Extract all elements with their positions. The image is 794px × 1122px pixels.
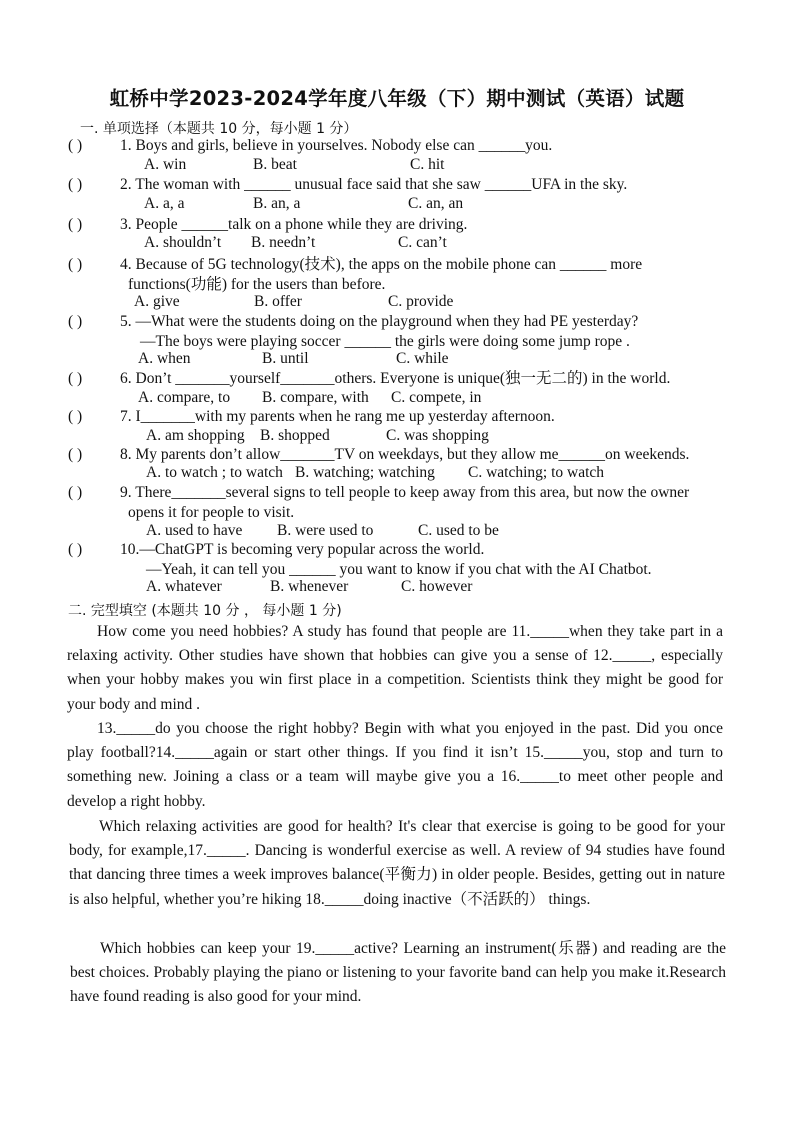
answer-bracket: ( ) (68, 446, 83, 463)
option-a: A. used to have (146, 522, 243, 539)
question-4 (68, 255, 788, 294)
option-c: C. used to be (418, 522, 499, 539)
question-stem: 2. The woman with ______ unusual face said that she saw ______UFA in the sky. (120, 176, 628, 193)
option-b: B. whenever (270, 578, 349, 595)
option-b: B. beat (253, 156, 297, 173)
answer-bracket: ( ) (68, 256, 83, 273)
answer-bracket: ( ) (68, 137, 83, 154)
answer-bracket: ( ) (68, 370, 83, 387)
question-7 (68, 407, 788, 427)
option-b: B. shopped (260, 427, 330, 444)
cloze-paragraph-3 (69, 815, 725, 912)
question-5 (68, 312, 788, 351)
option-a: A. compare, to (138, 389, 231, 406)
option-c: C. compete, in (391, 389, 482, 406)
option-b: B. an, a (253, 195, 301, 212)
question-stem-continued: functions(功能) for the users than before. (128, 275, 386, 293)
question-stem-continued: —Yeah, it can tell you ______ you want to know if you chat with the AI Chatbot. (146, 560, 652, 578)
question-stem-continued: —The boys were playing soccer ______ the girls were doing some jump rope . (140, 332, 630, 350)
option-c: C. hit (410, 156, 445, 173)
option-a: A. shouldn’t (144, 234, 222, 251)
question-stem: 4. Because of 5G technology(技术), the apps on the mobile phone can ______ more (120, 256, 643, 273)
option-b: B. offer (254, 293, 302, 310)
cloze-paragraph-2 (67, 717, 723, 814)
question-8 (68, 445, 788, 465)
answer-bracket: ( ) (68, 313, 83, 330)
question-stem: 5. —What were the students doing on the playground when they had PE yesterday? (120, 313, 639, 330)
question-stem: 3. People ______talk on a phone while they are driving. (120, 216, 468, 233)
question-stem: 1. Boys and girls, believe in yourselves. Nobody else can ______you. (120, 137, 553, 154)
option-c: C. can’t (398, 234, 447, 251)
option-b: B. watching; watching (295, 464, 435, 481)
option-a: A. am shopping (146, 427, 245, 444)
option-c: C. while (396, 350, 449, 367)
option-b: B. were used to (277, 522, 374, 539)
question-stem: 6. Don’t _______yourself_______others. Everyone is unique(独一无二的) in the world. (120, 370, 671, 387)
question-stem: 7. I_______with my parents when he rang me up yesterday afternoon. (120, 408, 555, 425)
question-2 (68, 175, 788, 195)
option-c: C. watching; to watch (468, 464, 605, 481)
answer-bracket: ( ) (68, 408, 83, 425)
option-a: A. to watch ; to watch (146, 464, 283, 481)
paragraph-text: Which hobbies can keep your 19._____active? Learning an instrument(乐器) and reading are the best choices. Probably playing the piano or listening to your favorite band can help you make it.Research have found reading is also good for your mind. (70, 940, 726, 1006)
question-1 (68, 136, 788, 156)
question-6 (68, 369, 788, 389)
section-1-heading: 一. 单项选择（本题共 10 分，每小题 1 分） (80, 121, 358, 137)
answer-bracket: ( ) (68, 484, 83, 501)
exam-title: 虹桥中学2023-2024学年度八年级（下）期中测试（英语）试题 (109, 87, 685, 110)
option-a: A. give (134, 293, 180, 310)
option-b: B. compare, with (262, 389, 369, 406)
question-3 (68, 215, 788, 235)
answer-bracket: ( ) (68, 541, 83, 558)
option-c: C. was shopping (386, 427, 489, 444)
question-9 (68, 483, 788, 522)
question-stem: 10.—ChatGPT is becoming very popular across the world. (120, 541, 485, 558)
paragraph-text: Which relaxing activities are good for health? It's clear that exercise is going to be good for your body, for example,17._____. Dancing is wonderful exercise as well. A review of 94 studies have found that dancing three times a week improves balance(平衡力) in older people. Besides, getting out in nature is also helpful, whether you’re hiking 18._____doing inactive（不活跃的） things. (69, 818, 725, 908)
question-10 (68, 540, 788, 579)
cloze-paragraph-1 (67, 620, 723, 717)
option-a: A. a, a (144, 195, 185, 212)
option-a: A. when (138, 350, 191, 367)
option-c: C. however (401, 578, 473, 595)
question-stem: 9. There_______several signs to tell people to keep away from this area, but now the owner (120, 484, 690, 501)
answer-bracket: ( ) (68, 216, 83, 233)
option-b: B. until (262, 350, 309, 367)
option-c: C. provide (388, 293, 454, 310)
answer-bracket: ( ) (68, 176, 83, 193)
option-c: C. an, an (408, 195, 464, 212)
paragraph-text: How come you need hobbies? A study has found that people are 11._____when they take part in a relaxing activity. Other studies have shown that hobbies can give you a sense of 12._____, especially when your hobby makes you win first place in a competition. Scientists think they might be good for your body and mind . (67, 623, 723, 713)
section-2-heading: 二. 完型填空 (本题共 10 分 ， 每小题 1 分) (68, 603, 342, 619)
question-stem: 8. My parents don’t allow_______TV on weekdays, but they allow me______on weekends. (120, 446, 690, 463)
cloze-paragraph-4 (70, 937, 726, 1010)
option-b: B. needn’t (251, 234, 316, 251)
question-stem-continued: opens it for people to visit. (128, 503, 295, 521)
option-a: A. whatever (146, 578, 222, 595)
option-a: A. win (144, 156, 187, 173)
paragraph-text: 13._____do you choose the right hobby? Begin with what you enjoyed in the past. Did you once play football?14._____again or start other things. If you find it isn’t 15._____you, stop and turn to something new. Joining a class or a team will maybe give you a 16._____to meet other people and develop a right hobby. (67, 720, 723, 810)
